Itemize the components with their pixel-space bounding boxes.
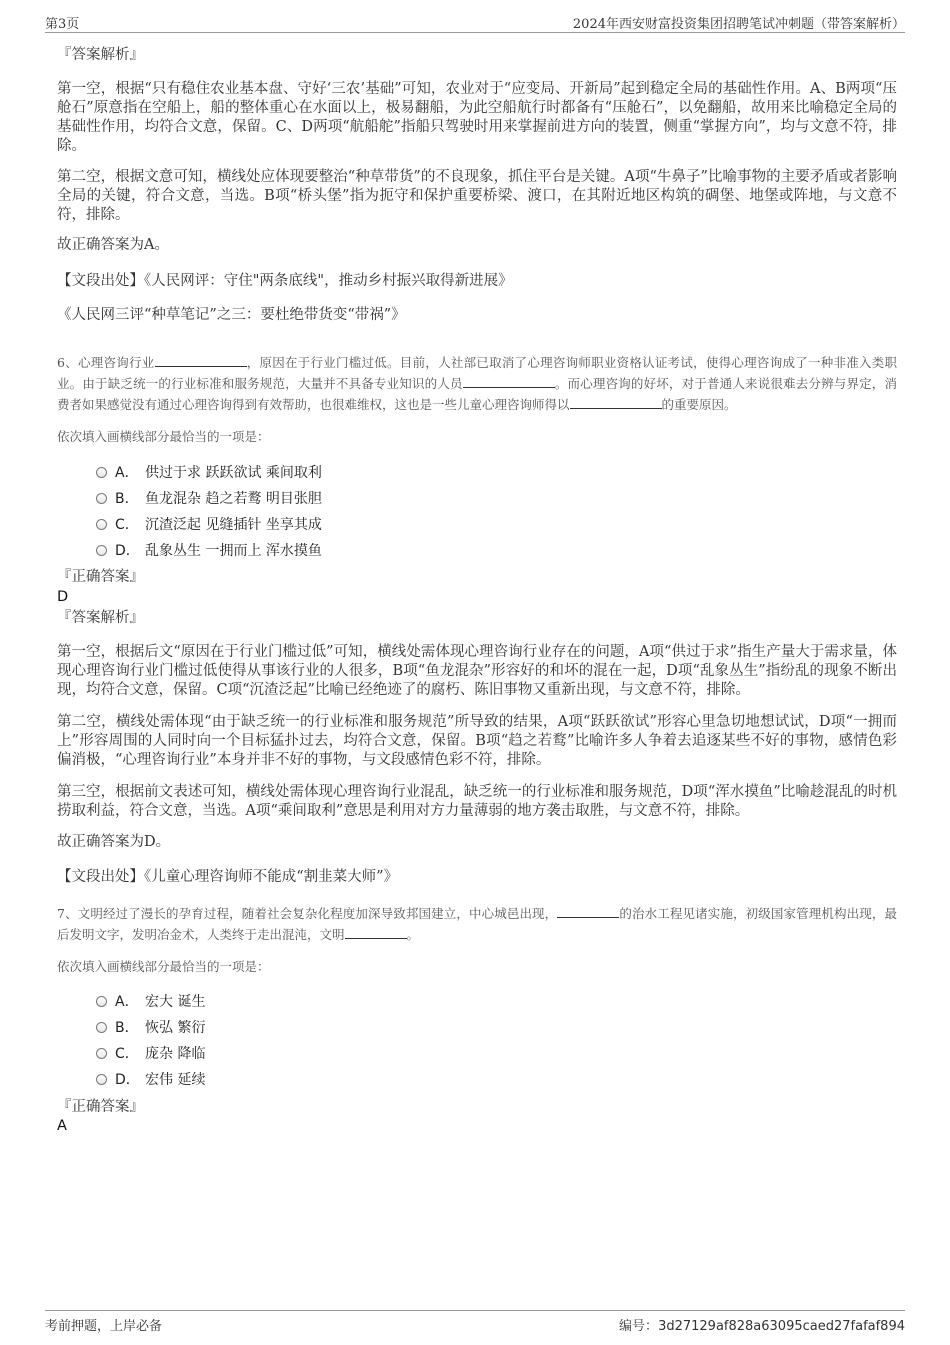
page-number: 第3页 xyxy=(45,17,80,32)
q6-instruction: 依次填入画横线部分最恰当的一项是： xyxy=(57,429,270,444)
q7-answer-tag: 『正确答案』 xyxy=(57,1099,144,1115)
q6-stem xyxy=(57,352,897,415)
q5-analysis-para1: 第一空，根据“只有稳住农业基本盘、守好‘三农’基础”可知，农业对于“应变局、开新局”起到稳定全局的基础性作用。A、B两项“压舱石”原意指在空船上，船的整体重心在水面以上，极易翻船，为此空船航行时都备有“压舱石”，以免翻船，故用来比喻稳定全局的基础性作用，均符合文意，保留。C、D两项“航船舵”指船只驾驶时用来掌握前进方向的装置，侧重“掌握方向”，均与文意不符，排除。 xyxy=(57,81,897,154)
q6-answer: D xyxy=(57,589,69,605)
q7-option-a[interactable]: A． 宏大 诞生 xyxy=(96,992,205,1012)
radio-button-icon[interactable] xyxy=(96,519,107,530)
q7-stem-part3: 。 xyxy=(406,927,420,942)
q6-stem-part2: ，原因在于行业门槛过低。目前，人社部已取消了心理咨询师职业资格认证考试，使得心理咨询成了一种非准入类职业。由于缺乏统一的行业标准和服务规范，大量并不具备专业知识的人员 xyxy=(57,355,897,391)
q7-instruction: 依次填入画横线部分最恰当的一项是： xyxy=(57,959,270,974)
q6-source: 【文段出处】《儿童心理咨询师不能成“割韭菜大师”》 xyxy=(57,869,399,885)
radio-button-icon[interactable] xyxy=(96,493,107,504)
radio-button-icon[interactable] xyxy=(96,545,107,556)
document-title: 2024年西安财富投资集团招聘笔试冲刺题（带答案解析） xyxy=(572,17,905,32)
q6-blank-3 xyxy=(570,395,662,409)
document-code xyxy=(619,1315,905,1334)
code-label: 编号： xyxy=(619,1319,659,1334)
radio-button-icon[interactable] xyxy=(96,996,107,1007)
q6-blank-1 xyxy=(155,353,247,367)
q6-analysis-para1: 第一空，根据后文“原因在于行业门槛过低”可知，横线处需体现心理咨询行业存在的问题，A项“供过于求”指生产量大于需求量，体现心理咨询行业门槛过低使得从事该行业的人很多，B项“鱼龙混杂”形容好的和坏的混在一起，D项“乱象丛生”指纷乱的现象不断出现，均符合文意，保留。C项“沉渣泛起”比喻已经绝迹了的腐朽、陈旧事物又重新出现，与文意不符，排除。 xyxy=(57,644,897,698)
footer-slogan: 考前押题，上岸必备 xyxy=(45,1319,163,1334)
q5-source-2: 《人民网三评“种草笔记”之三：要杜绝带货变“带祸”》 xyxy=(57,307,406,323)
q6-answer-tag: 『正确答案』 xyxy=(57,569,144,585)
q6-stem-part4: 的重要原因。 xyxy=(661,397,737,412)
q6-stem-part1: 6、心理咨询行业 xyxy=(57,355,155,370)
radio-button-icon[interactable] xyxy=(96,1022,107,1033)
q7-stem xyxy=(57,903,897,945)
q6-analysis-para3: 第三空，根据前文表述可知，横线处需体现心理咨询行业混乱，缺乏统一的行业标准和服务规范，D项“浑水摸鱼”比喻趁混乱的时机捞取利益，符合文意，当选。A项“乘间取利”意思是利用对方力量薄弱的地方袭击取胜，与文意不符，排除。 xyxy=(57,784,897,819)
q6-stem-part3: 。而心理咨询的好坏，对于普通人来说很难去分辨与界定，消费者如果感觉没有通过心理咨询得到有效帮助，也很难维权，这也是一些儿童心理咨询师得以 xyxy=(57,376,897,412)
q5-analysis-tag: 『答案解析』 xyxy=(57,47,144,63)
page-header xyxy=(45,10,905,33)
q6-blank-2 xyxy=(463,374,555,388)
q6-analysis-tag: 『答案解析』 xyxy=(57,610,144,626)
radio-button-icon[interactable] xyxy=(96,1048,107,1059)
page-footer xyxy=(45,1310,905,1335)
q5-conclusion: 故正确答案为A。 xyxy=(57,237,169,253)
q7-stem-part2: 的治水工程见诸实施，初级国家管理机构出现，最后发明文字，发明冶金术，人类终于走出混沌，文明 xyxy=(57,906,897,942)
q7-answer: A xyxy=(57,1118,67,1134)
q7-option-d[interactable]: D． 宏伟 延续 xyxy=(96,1070,205,1090)
radio-button-icon[interactable] xyxy=(96,1074,107,1085)
q6-option-a[interactable]: A． 供过于求 跃跃欲试 乘间取利 xyxy=(96,463,322,483)
q7-option-b[interactable]: B． 恢弘 繁衍 xyxy=(96,1018,205,1038)
q6-analysis-para2: 第二空，横线处需体现“由于缺乏统一的行业标准和服务规范”所导致的结果，A项“跃跃欲试”形容心里急切地想试试，D项“一拥而上”形容周围的人同时向一个目标猛扑过去，均符合文意，保留。B项“趋之若鹜”比喻许多人争着去追逐某些不好的事物，感情色彩偏消极，“心理咨询行业”本身并非不好的事物，与文段感情色彩不符，排除。 xyxy=(57,714,898,768)
q7-option-c[interactable]: C． 庞杂 降临 xyxy=(96,1044,205,1064)
q6-option-b[interactable]: B． 鱼龙混杂 趋之若鹜 明目张胆 xyxy=(96,489,322,509)
code-value: 3d27129af828a63095caed27fafaf894 xyxy=(658,1319,905,1334)
radio-button-icon[interactable] xyxy=(96,467,107,478)
q7-blank-2 xyxy=(345,925,407,939)
q6-option-c[interactable]: C． 沉渣泛起 见缝插针 坐享其成 xyxy=(96,515,322,535)
q5-source-1: 【文段出处】《人民网评：守住"两条底线"，推动乡村振兴取得新进展》 xyxy=(57,273,513,289)
q7-blank-1 xyxy=(557,904,619,918)
q7-stem-part1: 7、文明经过了漫长的孕育过程，随着社会复杂化程度加深导致邦国建立，中心城邑出现， xyxy=(57,906,558,921)
q5-analysis-para2: 第二空，根据文意可知，横线处应体现要整治“种草带货”的不良现象，抓住平台是关键。A项“牛鼻子”比喻事物的主要矛盾或者影响全局的关键，符合文意，当选。B项“桥头堡”指为扼守和保护重要桥梁、渡口，在其附近地区构筑的碉堡、地堡或阵地，与文意不符，排除。 xyxy=(57,169,897,223)
q6-option-d[interactable]: D． 乱象丛生 一拥而上 浑水摸鱼 xyxy=(96,541,322,561)
q6-conclusion: 故正确答案为D。 xyxy=(57,834,171,850)
